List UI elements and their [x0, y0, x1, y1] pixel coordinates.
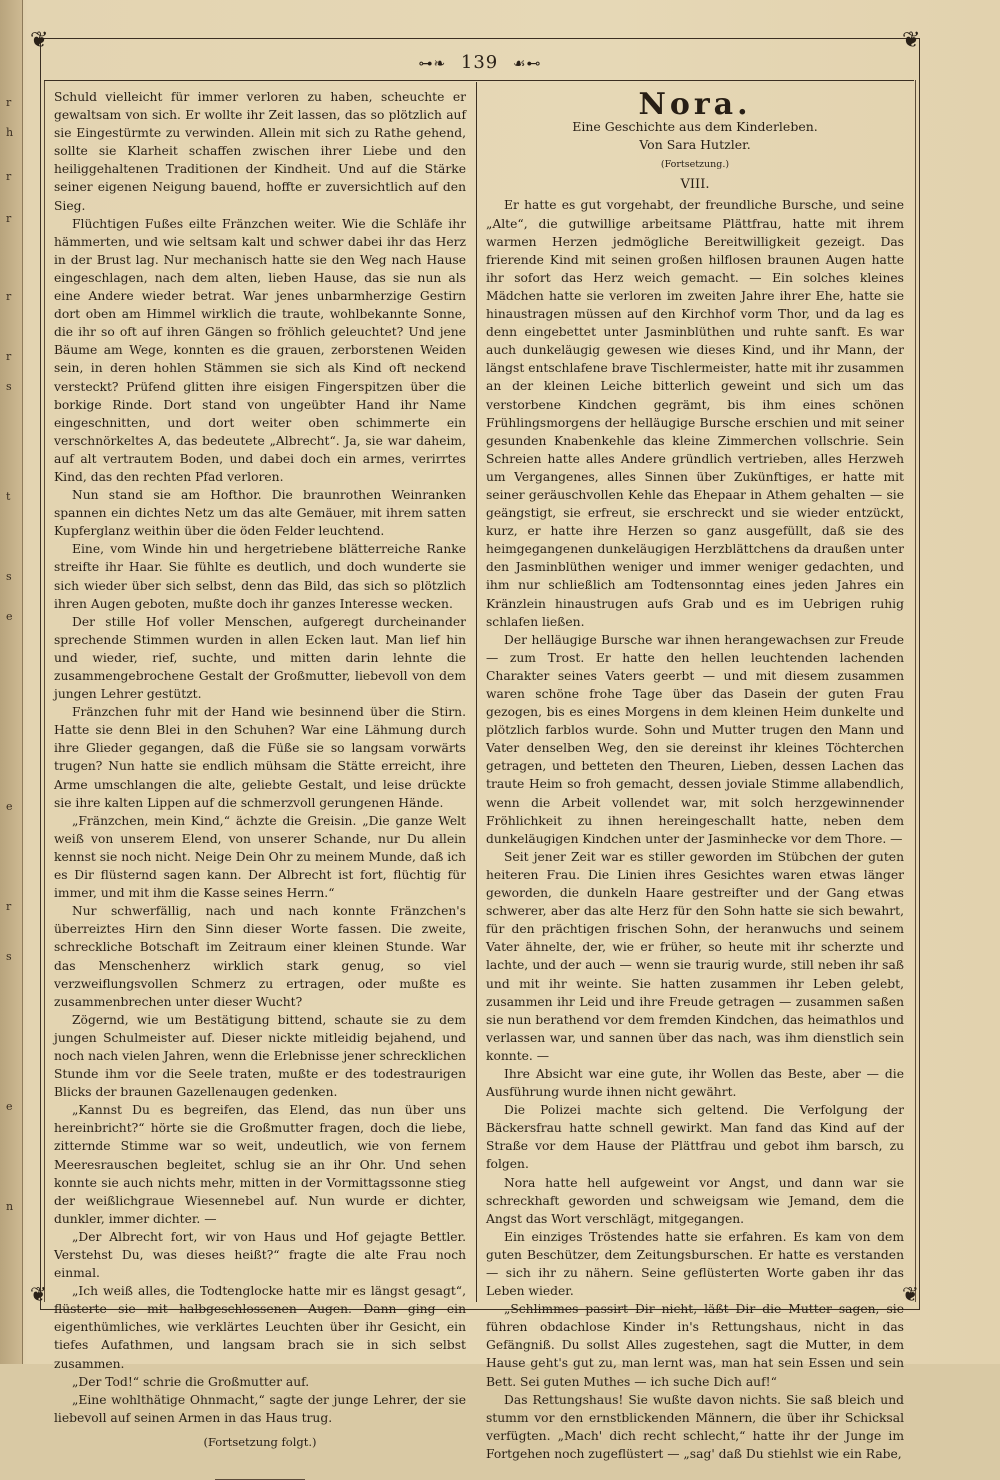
paragraph: Eine, vom Winde hin und hergetriebene blätterreiche Ranke streifte ihr Haar. Sie fühlte es deutlich, und doch wunderte sie sich wieder über sich selbst, denn das Bild, das sich so plötzlich ihren Augen geboten, mußte doch ihr ganzes Interesse wecken.: [54, 542, 466, 611]
paragraph: Er hatte es gut vorgehabt, der freundliche Bursche, und seine „Alte“, die gutwillige arbeitsame Plättfrau, hatte mit ihrem warmen Herzen jedmögliche Bereitwilligkeit gezeigt. Das frierende Kind mit seinen großen hilflosen braunen Augen hatte ihr sofort das Herz weich gemacht. — Ein solches kleines Mädchen hatte sie verloren im zweiten Jahre ihrer Ehe, hatte sie hinaustragen müssen auf den Kirchhof vorm Thor, und da lag es denn eingebettet unter Jasminblüthen und ruhte sanft. Es war auch dunkeläugig gewesen wie dieses Kind, und ihr Mann, der längst entschlafene brave Tischlermeister, hatte mit ihr zusammen an der kleinen Leiche bitterlich geweint und sich um das verstorbene Kindchen gegrämt, bis ihm eines schönen Frühlingsmorgens der helläugige Bursche erschien und mit seiner gesunden Knabenkehle das kleine Zimmerchen vollschrie. Sein Schreien hatte alles Andere gründlich vertrieben, alles Herzweh um Vergangenes, alles Sinnen über Zukünftiges, er hatte mit seiner geräuschvollen Kehle das Ehepaar in Athem gehalten — sie geängstigt, sie erfreut, sie erschreckt und sie wieder entzückt, kurz, er hatte ihre Herzen so ganz ausgefüllt, daß sie des heimgegangenen dunkeläugigen Herzblättchens da draußen unter den Jasminblüthen weniger und immer weniger gedachten, und ihm nur schließlich am Todtensonntag eines jeden Jahres ein Kränzlein hinaustrugen aufs Grab und es im Uebrigen ruhig schlafen ließen.: [486, 198, 904, 629]
paragraph: Die Polizei machte sich geltend. Die Verfolgung der Bäckersfrau hatte schnell gewirkt. Man fand das Kind auf der Straße vor dem Hause der Plättfrau und gebot ihm barsch, zu folgen.: [486, 1103, 904, 1172]
paragraph: Der stille Hof voller Menschen, aufgeregt durcheinander sprechende Stimmen wurden in allen Ecken laut. Man lief hin und wieder, rief, suchte, und mitten darin lehnte die zusammengebrochene Gestalt der Großmutter, liebevoll von dem jungen Lehrer gestützt.: [54, 614, 466, 702]
paragraph: „Ich weiß alles, die Todtenglocke hatte mir es längst gesagt“, flüsterte sie mit halbgeschlossenen Augen. Dann ging ein eigenthümliches, wie verklärtes Leuchten über ihr Gesicht, ein tiefes Aufathmen, und langsam brach sie in sich selbst zusammen.: [54, 1284, 466, 1371]
corner-ornament-icon: ❦: [30, 28, 49, 53]
edge-letter: r: [6, 350, 12, 363]
paragraph: „Der Albrecht fort, wir von Haus und Hof gejagte Bettler. Verstehst Du, was dieses heißt?“ fragte die alte Frau noch einmal.: [54, 1229, 466, 1281]
paragraph: Ein einziges Tröstendes hatte sie erfahren. Es kam von dem guten Beschützer, dem Zeitungsburschen. Er hatte es verstanden — sich ihr zu nähern. Seine geflüsterten Worte gaben ihr das Leben wieder.: [486, 1229, 904, 1299]
flourish-icon: ☙⊷: [513, 56, 542, 72]
edge-letter: e: [6, 610, 13, 623]
story-subtitle: Eine Geschichte aus dem Kinderleben.: [572, 119, 818, 135]
edge-letter: h: [6, 126, 14, 139]
story-author: Von Sara Hutzler.: [639, 137, 751, 153]
column-divider: [476, 82, 477, 1302]
paragraph: „Fränzchen, mein Kind,“ ächzte die Greisin. „Die ganze Welt weiß von unserem Elend, von unserer Schande, nur Du allein kennst sie noch nicht. Neige Dein Ohr zu meinem Munde, daß ich es Dir flüsternd sagen kann. Der Albrecht ist fort, flüchtig für immer, und mit ihm die Kasse seines Herrn.“: [54, 813, 466, 901]
continuation-note: (Fortsetzung folgt.): [203, 1434, 317, 1449]
edge-letter: s: [6, 950, 12, 963]
edge-letter: e: [6, 800, 13, 813]
edge-letter: r: [6, 170, 12, 183]
edge-letter: e: [6, 1100, 13, 1113]
paragraph: „Der Tod!“ schrie die Großmutter auf.: [72, 1374, 310, 1389]
paragraph: Nora hatte hell aufgeweint vor Angst, und dann war sie schreckhaft geworden und schweigsam wie Jemand, dem die Angst das Wort verschlägt, mitgegangen.: [486, 1175, 904, 1226]
edge-letter: r: [6, 900, 12, 913]
corner-ornament-icon: ❦: [902, 28, 921, 53]
edge-letter: r: [6, 212, 12, 225]
left-column: [54, 88, 466, 1480]
paragraph: Zögernd, wie um Bestätigung bittend, schaute sie zu dem jungen Schulmeister auf. Dieser nickte mitleidig bejahend, und noch nach vielen Jahren, wenn die Erlebnisse jener schrecklichen Stunde ihm vor die Seele traten, mußte er des todestraurigen Blicks der braunen Gazellenaugen gedenken.: [54, 1012, 466, 1100]
paragraph: „Kannst Du es begreifen, das Elend, das nun über uns hereinbricht?“ hörte sie die Großmutter fragen, doch die liebe, zitternde Stimme war so weit, undeutlich, wie von fernem Meeresrauschen begleitet, schlug sie an ihr Ohr. Und sehen konnte sie auch nichts mehr, mitten in der Vormittagssonne stieg der weißlichgraue Wiesennebel auf. Nun wurde er dichter, dunkler, immer dichter. —: [54, 1103, 466, 1226]
header-rule: [44, 80, 914, 81]
paragraph: Das Rettungshaus! Sie wußte davon nichts. Sie saß bleich und stumm vor den ernstblickenden Männern, die über ihr Schicksal verfügten. „Mach' dich recht schlecht,“ hatte ihr der Junge im Fortgehen noch zugeflüstert — „sag' daß Du stiehlst wie ein Rabe,: [486, 1392, 904, 1461]
edge-letter: r: [6, 96, 12, 109]
paragraph: Nur schwerfällig, nach und nach konnte Fränzchen's überreiztes Hirn den Sinn dieser Worte fassen. Die zweite, schreckliche Botschaft im Zeitraum einer kleinen Stunde. War das Menschenherz wirklich stark genug, so viel verzweiflungsvollen Schmerz zu ertragen, oder mußte es zusammenbrechen unter dieser Wucht?: [54, 904, 466, 1009]
paragraph: Ihre Absicht war eine gute, ihr Wollen das Beste, aber — die Ausführung wurde ihnen nicht gewährt.: [486, 1066, 904, 1100]
paragraph: Seit jener Zeit war es stiller geworden im Stübchen der guten heiteren Frau. Die Linien ihres Gesichtes waren etwas länger geworden, die dunkeln Haare gestreifter und der Gang etwas schwerer, aber das alte Herz für den Sohn hatte sie sich bewahrt, für den prächtigen frischen Sohn, der heranwuchs und seinem Vater ähnelte, der, wie er früher, so heute mit ihr scherzte und lachte, und der auch — wenn sie traurig wurde, still neben ihr saß und mit ihr weinte. Sie hatten zusammen ihr Leben gelebt, zusammen ihr Leid und ihre Freude getragen — zusammen saßen sie nun berathend vor dem fremden Kindchen, das heimathlos und verlassen war, und sannen über das nach, was ihm dienstlich sein konnte. —: [486, 849, 904, 1063]
edge-letter: s: [6, 570, 12, 583]
paragraph: Der helläugige Bursche war ihnen herangewachsen zur Freude — zum Trost. Er hatte den hellen leuchtenden lachenden Charakter seines Vaters geerbt — und mit diesem zusammen waren schöne frohe Tage über das Dasein der guten Frau gezogen, bis es eines Morgens in dem kleinen Heim dunkelte und plötzlich farblos wurde. Sohn und Mutter trugen den Mann und Vater denselben Weg, den sie dereinst ihr kleines Töchterchen getragen, und betteten den Theuren, Lieben, dessen Lachen das traute Heim so froh gemacht, dessen joviale Stimme allabendlich, wenn die Arbeit vollendet war, mit solch herzgewinnender Fröhlichkeit zu ihnen hereingeschallt hatte, neben dem dunkeläugigen Kindchen unter der Jasminhecke vor dem Thore. —: [486, 632, 904, 846]
paragraph: Flüchtigen Fußes eilte Fränzchen weiter. Wie die Schläfe ihr hämmerten, und wie seltsam kalt und schwer dabei ihr das Herz in der Brust lag. Nur mechanisch hatte sie den Weg nach Hause eingeschlagen, nach dem alten, lieben Hause, das sie nun als eine Andere wieder betrat. War jenes unbarmherzige Gestirn dort oben am Himmel wirklich die traute, wohlbekannte Sonne, die ihr so oft auf ihren Gängen so fröhlich geleuchtet? Und jene Bäume am Wege, konnten es die grauen, zerborstenen Weiden sein, in deren hohlen Stämmen sie sich als Kind oft neckend versteckt? Prüfend glitten ihre eisigen Fingerspitzen über die borkige Rinde. Dort stand von ungeübter Hand ihr Name eingeschnitten, und dort weiter oben schimmerte ein verschnörkeltes A, das bedeutete „Albrecht“. Ja, sie war daheim, auf alt vertrautem Boden, und dabei doch ein armes, verirrtes Kind, das den rechten Pfad verloren.: [54, 216, 466, 484]
paragraph: Schuld vielleicht für immer verloren zu haben, scheuchte er gewaltsam von sich. Er wollte ihr Zeit lassen, das so plötzlich auf sie Eingestürmte zu verwinden. Allein mit sich zu Rathe gehend, sollte sie Klarheit schaffen zwischen ihrer Liebe und den heiliggehaltenen Traditionen der Kindheit. Und auf die Stärke seiner eigenen Neigung bauend, hoffte er zuversichtlich auf den Sieg.: [54, 90, 466, 213]
paragraph: „Eine wohlthätige Ohnmacht,“ sagte der junge Lehrer, der sie liebevoll auf seinen Armen in das Haus trug.: [54, 1392, 466, 1425]
right-column: [486, 88, 904, 1463]
page-number: 139: [460, 52, 499, 73]
corner-ornament-icon: ❦: [30, 1282, 47, 1306]
corner-ornament-icon: ❦: [902, 1282, 919, 1306]
page-header: [40, 52, 920, 73]
chapter-heading: VIII.: [680, 177, 710, 193]
paragraph: „Schlimmes passirt Dir nicht, läßt Dir die Mutter sagen, sie führen obdachlose Kinder in's Rettungshaus, nicht in das Gefängniß. Du sollst Alles zugestehen, sagt die Mutter, in dem Hause geht's gut zu, man lernt was, man hat sein Essen und sein Bett. Sei guten Muthes — ich suche Dich auf!“: [486, 1302, 904, 1389]
flourish-icon: ⊶❧: [418, 56, 447, 72]
continued-note: (Fortsetzung.): [660, 159, 730, 171]
previous-page-edge: [0, 0, 23, 1364]
edge-letter: t: [6, 490, 11, 503]
story-title: Nora.: [638, 87, 752, 122]
edge-letter: s: [6, 380, 12, 393]
paragraph: Nun stand sie am Hofthor. Die braunrothen Weinranken spannen ein dichtes Netz um das alte Gemäuer, mit ihrem satten Kupferglanz weithin über die öden Felder leuchtend.: [54, 488, 466, 539]
paragraph: Fränzchen fuhr mit der Hand wie besinnend über die Stirn. Hatte sie denn Blei in den Schuhen? War eine Lähmung durch ihre Glieder gegangen, daß die Füße sie so langsam vorwärts trugen? Nun hatte sie endlich mühsam die Stätte erreicht, ihre Arme umschlangen die alte, geliebte Gestalt, und leise drückte sie ihre kalten Lippen auf die schmerzvoll gerungenen Hände.: [54, 705, 466, 810]
edge-letter: r: [6, 290, 12, 303]
edge-letter: n: [6, 1200, 14, 1213]
